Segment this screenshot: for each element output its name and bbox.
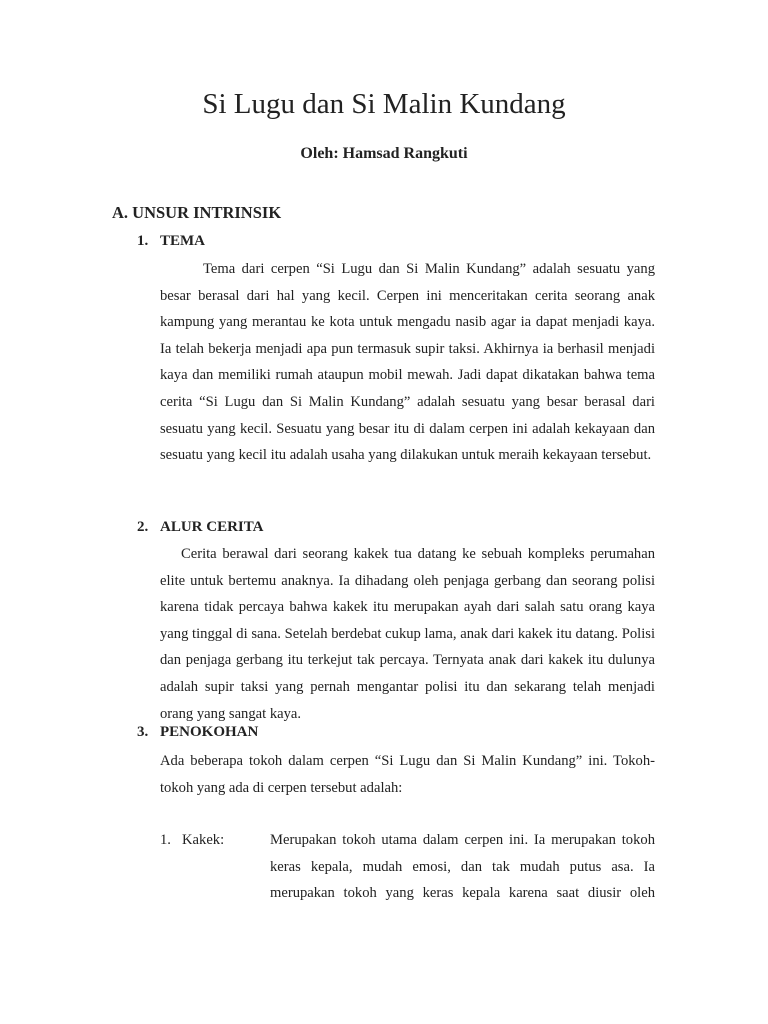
item-number: 1. <box>137 233 149 249</box>
item-heading-tema <box>137 233 205 250</box>
author-line: Oleh: Hamsad Rangkuti <box>300 145 468 162</box>
penokohan-paragraph: Ada beberapa tokoh dalam cerpen “Si Lugu dan Si Malin Kundang” ini. Tokoh-tokoh yang ada di cerpen tersebut adalah: <box>160 753 655 796</box>
section-heading: A. UNSUR INTRINSIK <box>112 203 282 222</box>
alur-paragraph: Cerita berawal dari seorang kakek tua datang ke sebuah kompleks perumahan elite untuk bertemu anaknya. Ia dihadang oleh penjaga gerbang dan seorang polisi karena tidak percaya bahwa kakek itu merupakan ayah dari salah satu orang kaya yang tinggal di sana. Setelah berdebat cukup lama, anak dari kakek itu datang. Polisi dan penjaga gerbang itu terkejut tak percaya. Ternyata anak dari kakek itu dulunya adalah supir taksi yang pernah mengantar polisi itu dan sekarang telah menjadi orang yang sangat kaya. <box>160 546 655 722</box>
tema-paragraph: Tema dari cerpen “Si Lugu dan Si Malin Kundang” adalah sesuatu yang besar berasal dari hal yang kecil. Cerpen ini menceritakan cerita seorang anak kampung yang merantau ke kota untuk mengadu nasib agar ia dapat menjadi kaya. Ia telah bekerja menjadi apa pun termasuk supir taksi. Akhirnya ia berhasil menjadi kaya dan memiliki rumah ataupun mobil mewah. Jadi dapat dikatakan bahwa tema cerita “Si Lugu dan Si Malin Kundang” adalah sesuatu yang besar berasal dari sesuatu yang kecil. Sesuatu yang besar itu di dalam cerpen ini adalah kekayaan dan sesuatu yang kecil itu adalah usaha yang dilakukan untuk meraih kekayaan tersebut. <box>160 261 655 464</box>
item-heading-penokohan <box>137 724 258 741</box>
character-description: Merupakan tokoh utama dalam cerpen ini. Ia merupakan tokoh keras kepala, mudah emosi, dan tak mudah putus asa. Ia merupakan tokoh yang keras kepala karena saat diusir oleh <box>270 832 655 902</box>
item-heading-label: TEMA <box>160 233 205 249</box>
item-number: 3. <box>137 724 149 740</box>
character-name: Kakek: <box>182 832 225 848</box>
document-title: Si Lugu dan Si Malin Kundang <box>202 88 566 120</box>
character-number: 1. <box>160 832 171 848</box>
item-heading-alur <box>137 519 263 536</box>
item-number: 2. <box>137 519 149 535</box>
character-list-item <box>160 827 655 907</box>
item-heading-label: ALUR CERITA <box>160 519 264 535</box>
item-heading-label: PENOKOHAN <box>160 724 259 740</box>
